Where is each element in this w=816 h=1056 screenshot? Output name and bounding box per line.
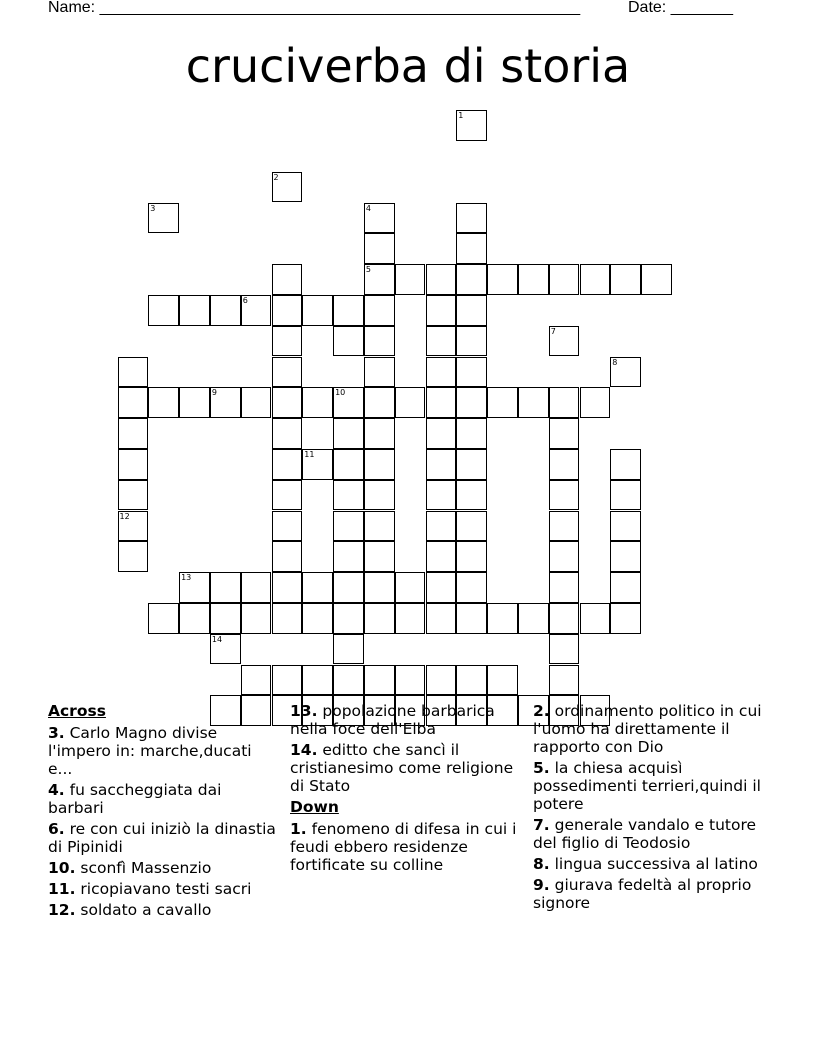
clue-number: 13: [181, 573, 192, 583]
grid-cell[interactable]: [210, 603, 241, 634]
grid-cell[interactable]: [364, 665, 395, 696]
grid-cell[interactable]: [549, 449, 580, 480]
grid-cell[interactable]: [426, 541, 457, 572]
grid-cell[interactable]: [364, 480, 395, 511]
grid-cell[interactable]: [272, 511, 303, 542]
grid-cell[interactable]: [364, 357, 395, 388]
grid-cell[interactable]: [179, 603, 210, 634]
across-clue: 11. ricopiavano testi sacri: [48, 880, 252, 898]
grid-cell[interactable]: [610, 603, 641, 634]
grid-cell[interactable]: [302, 387, 333, 418]
grid-cell[interactable]: [210, 634, 241, 665]
grid-cell[interactable]: [118, 449, 149, 480]
clue-number: 8: [612, 357, 618, 367]
grid-cell[interactable]: [333, 418, 364, 449]
down-clue: 7. generale vandalo e tutore del figlio di Teodosio: [533, 816, 757, 852]
grid-cell[interactable]: [395, 603, 426, 634]
grid-cell[interactable]: [456, 233, 487, 264]
grid-cell[interactable]: [610, 264, 641, 295]
down-clue: 9. giurava fedeltà al proprio signore: [533, 876, 752, 912]
grid-cell[interactable]: [610, 572, 641, 603]
grid-cell[interactable]: [118, 387, 149, 418]
clue-number: 6: [242, 295, 248, 305]
grid-cell[interactable]: [426, 511, 457, 542]
grid-cell[interactable]: [549, 634, 580, 665]
grid-cell[interactable]: [456, 295, 487, 326]
grid-cell[interactable]: [272, 572, 303, 603]
grid-cell[interactable]: [118, 418, 149, 449]
clues-column-3: [533, 702, 778, 915]
clue-number: 11: [304, 449, 315, 459]
grid-cell[interactable]: [118, 511, 149, 542]
grid-cell[interactable]: [610, 511, 641, 542]
grid-cell[interactable]: [179, 295, 210, 326]
grid-cell[interactable]: [333, 387, 364, 418]
grid-cell[interactable]: [426, 603, 457, 634]
grid-cell[interactable]: [272, 326, 303, 357]
grid-cell[interactable]: [333, 295, 364, 326]
grid-cell[interactable]: [549, 572, 580, 603]
grid-cell[interactable]: [333, 511, 364, 542]
grid-cell[interactable]: [580, 387, 611, 418]
grid-cell[interactable]: [456, 665, 487, 696]
grid-cell[interactable]: [610, 449, 641, 480]
grid-cell[interactable]: [364, 603, 395, 634]
clue-number: 2: [273, 172, 279, 182]
grid-cell[interactable]: [272, 449, 303, 480]
clue-number: 3: [150, 203, 156, 213]
grid-cell[interactable]: [456, 449, 487, 480]
grid-cell[interactable]: [272, 357, 303, 388]
down-heading: Down: [290, 798, 339, 816]
grid-cell[interactable]: [395, 665, 426, 696]
grid-cell[interactable]: [456, 387, 487, 418]
grid-cell[interactable]: [610, 357, 641, 388]
grid-cell[interactable]: [518, 387, 549, 418]
grid-cell[interactable]: [426, 449, 457, 480]
grid-cell[interactable]: [302, 665, 333, 696]
grid-cell[interactable]: [456, 541, 487, 572]
across-clue: 10. sconfì Massenzio: [48, 859, 212, 877]
grid-cell[interactable]: [333, 541, 364, 572]
grid-cell[interactable]: [487, 603, 518, 634]
grid-cell[interactable]: [333, 634, 364, 665]
grid-cell[interactable]: [549, 541, 580, 572]
grid-cell[interactable]: [333, 603, 364, 634]
across-clue: 13. popolazione barbarica nella foce dell'Elba: [290, 702, 495, 738]
grid-cell[interactable]: [302, 449, 333, 480]
across-clue: 6. re con cui iniziò la dinastia di Pipinidi: [48, 820, 276, 856]
grid-cell[interactable]: [610, 480, 641, 511]
clues-column-1: [48, 702, 280, 922]
grid-cell[interactable]: [179, 387, 210, 418]
grid-cell[interactable]: [426, 418, 457, 449]
grid-cell[interactable]: [118, 541, 149, 572]
grid-cell[interactable]: [272, 603, 303, 634]
grid-cell[interactable]: [272, 172, 303, 203]
grid-cell[interactable]: [364, 418, 395, 449]
across-heading: Across: [48, 702, 106, 720]
grid-cell[interactable]: [364, 511, 395, 542]
grid-cell[interactable]: [210, 295, 241, 326]
grid-cell[interactable]: [272, 264, 303, 295]
grid-cell[interactable]: [333, 480, 364, 511]
grid-cell[interactable]: [118, 480, 149, 511]
grid-cell[interactable]: [302, 572, 333, 603]
grid-cell[interactable]: [272, 387, 303, 418]
clue-number: 9: [211, 388, 217, 398]
clue-number: 14: [211, 634, 223, 644]
down-clue: 2. ordinamento politico in cui l'uomo ha direttamente il rapporto con Dio: [533, 702, 762, 756]
grid-cell[interactable]: [395, 264, 426, 295]
across-clue: 4. fu saccheggiata dai barbari: [48, 781, 222, 817]
grid-cell[interactable]: [456, 603, 487, 634]
grid-cell[interactable]: [333, 572, 364, 603]
clue-number: 12: [119, 511, 130, 521]
grid-cell[interactable]: [333, 665, 364, 696]
grid-cell[interactable]: [272, 418, 303, 449]
clue-number: 1: [458, 111, 464, 121]
grid-cell[interactable]: [456, 480, 487, 511]
clue-number: 10: [335, 388, 346, 398]
clue-number: 5: [365, 265, 371, 275]
down-clue: 1. fenomeno di difesa in cui i feudi ebbero residenze fortificate su colline: [290, 820, 517, 874]
grid-cell[interactable]: [210, 572, 241, 603]
grid-cell[interactable]: [641, 264, 672, 295]
grid-cell[interactable]: [426, 480, 457, 511]
grid-cell[interactable]: [549, 264, 580, 295]
grid-cell[interactable]: [364, 541, 395, 572]
grid-cell[interactable]: [118, 357, 149, 388]
grid-cell[interactable]: [426, 665, 457, 696]
grid-cell[interactable]: [487, 264, 518, 295]
grid-cell[interactable]: [364, 264, 395, 295]
grid-cell[interactable]: [456, 572, 487, 603]
grid-cell[interactable]: [333, 449, 364, 480]
grid-cell[interactable]: [456, 511, 487, 542]
grid-cell[interactable]: [456, 326, 487, 357]
grid-cell[interactable]: [426, 326, 457, 357]
clues-column-2: [290, 702, 522, 877]
across-clue: 12. soldato a cavallo: [48, 901, 212, 919]
grid-cell[interactable]: [610, 541, 641, 572]
grid-cell[interactable]: [210, 387, 241, 418]
grid-cell[interactable]: [148, 295, 179, 326]
grid-cell[interactable]: [302, 295, 333, 326]
grid-cell[interactable]: [179, 572, 210, 603]
grid-cell[interactable]: [148, 203, 179, 234]
grid-cell[interactable]: [426, 295, 457, 326]
across-clue: 14. editto che sancì il cristianesimo come religione di Stato: [290, 741, 514, 795]
grid-cell[interactable]: [549, 326, 580, 357]
clue-number: 4: [365, 203, 371, 213]
grid-cell[interactable]: [426, 387, 457, 418]
grid-cell[interactable]: [456, 418, 487, 449]
grid-cell[interactable]: [549, 480, 580, 511]
grid-cell[interactable]: [364, 295, 395, 326]
grid-cell[interactable]: [456, 264, 487, 295]
grid-cell[interactable]: [487, 665, 518, 696]
grid-cell[interactable]: [426, 572, 457, 603]
name-field[interactable]: Name: ______________________________________________________: [48, 0, 581, 16]
page-title: cruciverba di storia: [185, 39, 631, 93]
grid-cell[interactable]: [241, 603, 272, 634]
grid-cell[interactable]: [241, 387, 272, 418]
grid-cell[interactable]: [272, 480, 303, 511]
grid-cell[interactable]: [395, 572, 426, 603]
grid-cell[interactable]: [148, 603, 179, 634]
grid-cell[interactable]: [241, 572, 272, 603]
grid-cell[interactable]: [426, 264, 457, 295]
grid-cell[interactable]: [272, 665, 303, 696]
grid-cell[interactable]: [241, 665, 272, 696]
grid-cell[interactable]: [549, 387, 580, 418]
date-field[interactable]: Date: _______: [628, 0, 733, 16]
grid-cell[interactable]: [364, 326, 395, 357]
grid-cell[interactable]: [426, 357, 457, 388]
grid-cell[interactable]: [549, 418, 580, 449]
grid-cell[interactable]: [272, 541, 303, 572]
grid-cell[interactable]: [456, 110, 487, 141]
grid-cell[interactable]: [518, 264, 549, 295]
grid-cell[interactable]: [456, 357, 487, 388]
grid-cell[interactable]: [333, 326, 364, 357]
across-clue: 3. Carlo Magno divise l'impero in: marche,ducati e...: [48, 724, 252, 778]
grid-cell[interactable]: [580, 264, 611, 295]
grid-cell[interactable]: [580, 603, 611, 634]
grid-cell[interactable]: [549, 511, 580, 542]
down-clue: 8. lingua successiva al latino: [533, 855, 758, 873]
grid-cell[interactable]: [364, 387, 395, 418]
grid-cell[interactable]: [364, 572, 395, 603]
grid-cell[interactable]: [241, 295, 272, 326]
grid-cell[interactable]: [364, 203, 395, 234]
grid-cell[interactable]: [549, 603, 580, 634]
grid-cell[interactable]: [456, 203, 487, 234]
grid-cell[interactable]: [487, 387, 518, 418]
grid-cell[interactable]: [395, 387, 426, 418]
grid-cell[interactable]: [364, 449, 395, 480]
grid-cell[interactable]: [518, 603, 549, 634]
grid-cell[interactable]: [364, 233, 395, 264]
clue-number: 7: [550, 326, 556, 336]
grid-cell[interactable]: [549, 665, 580, 696]
down-clue: 5. la chiesa acquisì possedimenti terrieri,quindi il potere: [533, 759, 761, 813]
grid-cell[interactable]: [148, 387, 179, 418]
grid-cell[interactable]: [272, 295, 303, 326]
grid-cell[interactable]: [302, 603, 333, 634]
